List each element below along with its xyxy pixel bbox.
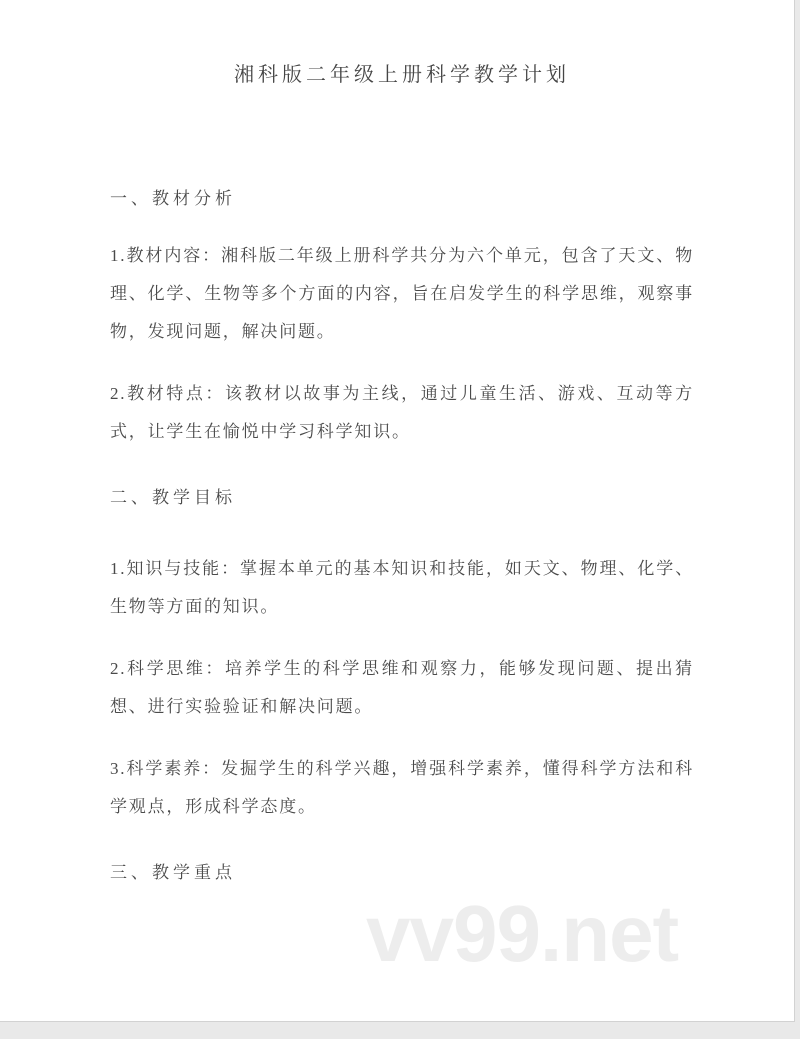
section-teaching-focus [110,860,694,886]
paragraph: 1.知识与技能：掌握本单元的基本知识和技能，如天文、物理、化学、生物等方面的知识。 [110,559,694,616]
section-heading: 一、教材分析 [110,189,236,208]
section-heading: 三、教学重点 [110,863,236,882]
section-heading: 二、教学目标 [110,488,236,507]
paragraph: 1.教材内容：湘科版二年级上册科学共分为六个单元，包含了天文、物理、化学、生物等多个方面的内容，旨在启发学生的科学思维，观察事物，发现问题，解决问题。 [110,246,694,341]
paragraph: 2.教材特点：该教材以故事为主线，通过儿童生活、游戏、互动等方式，让学生在愉悦中学习科学知识。 [110,384,694,441]
paragraph: 3.科学素养：发掘学生的科学兴趣，增强科学素养，懂得科学方法和科学观点，形成科学态度。 [110,759,694,816]
section-teaching-goals [110,485,694,826]
watermark: vv99.net [366,889,679,978]
page-title: 湘科版二年级上册科学教学计划 [234,64,570,86]
section-material-analysis [110,186,694,451]
paragraph: 2.科学思维：培养学生的科学思维和观察力，能够发现问题、提出猜想、进行实验验证和解决问题。 [110,659,694,716]
